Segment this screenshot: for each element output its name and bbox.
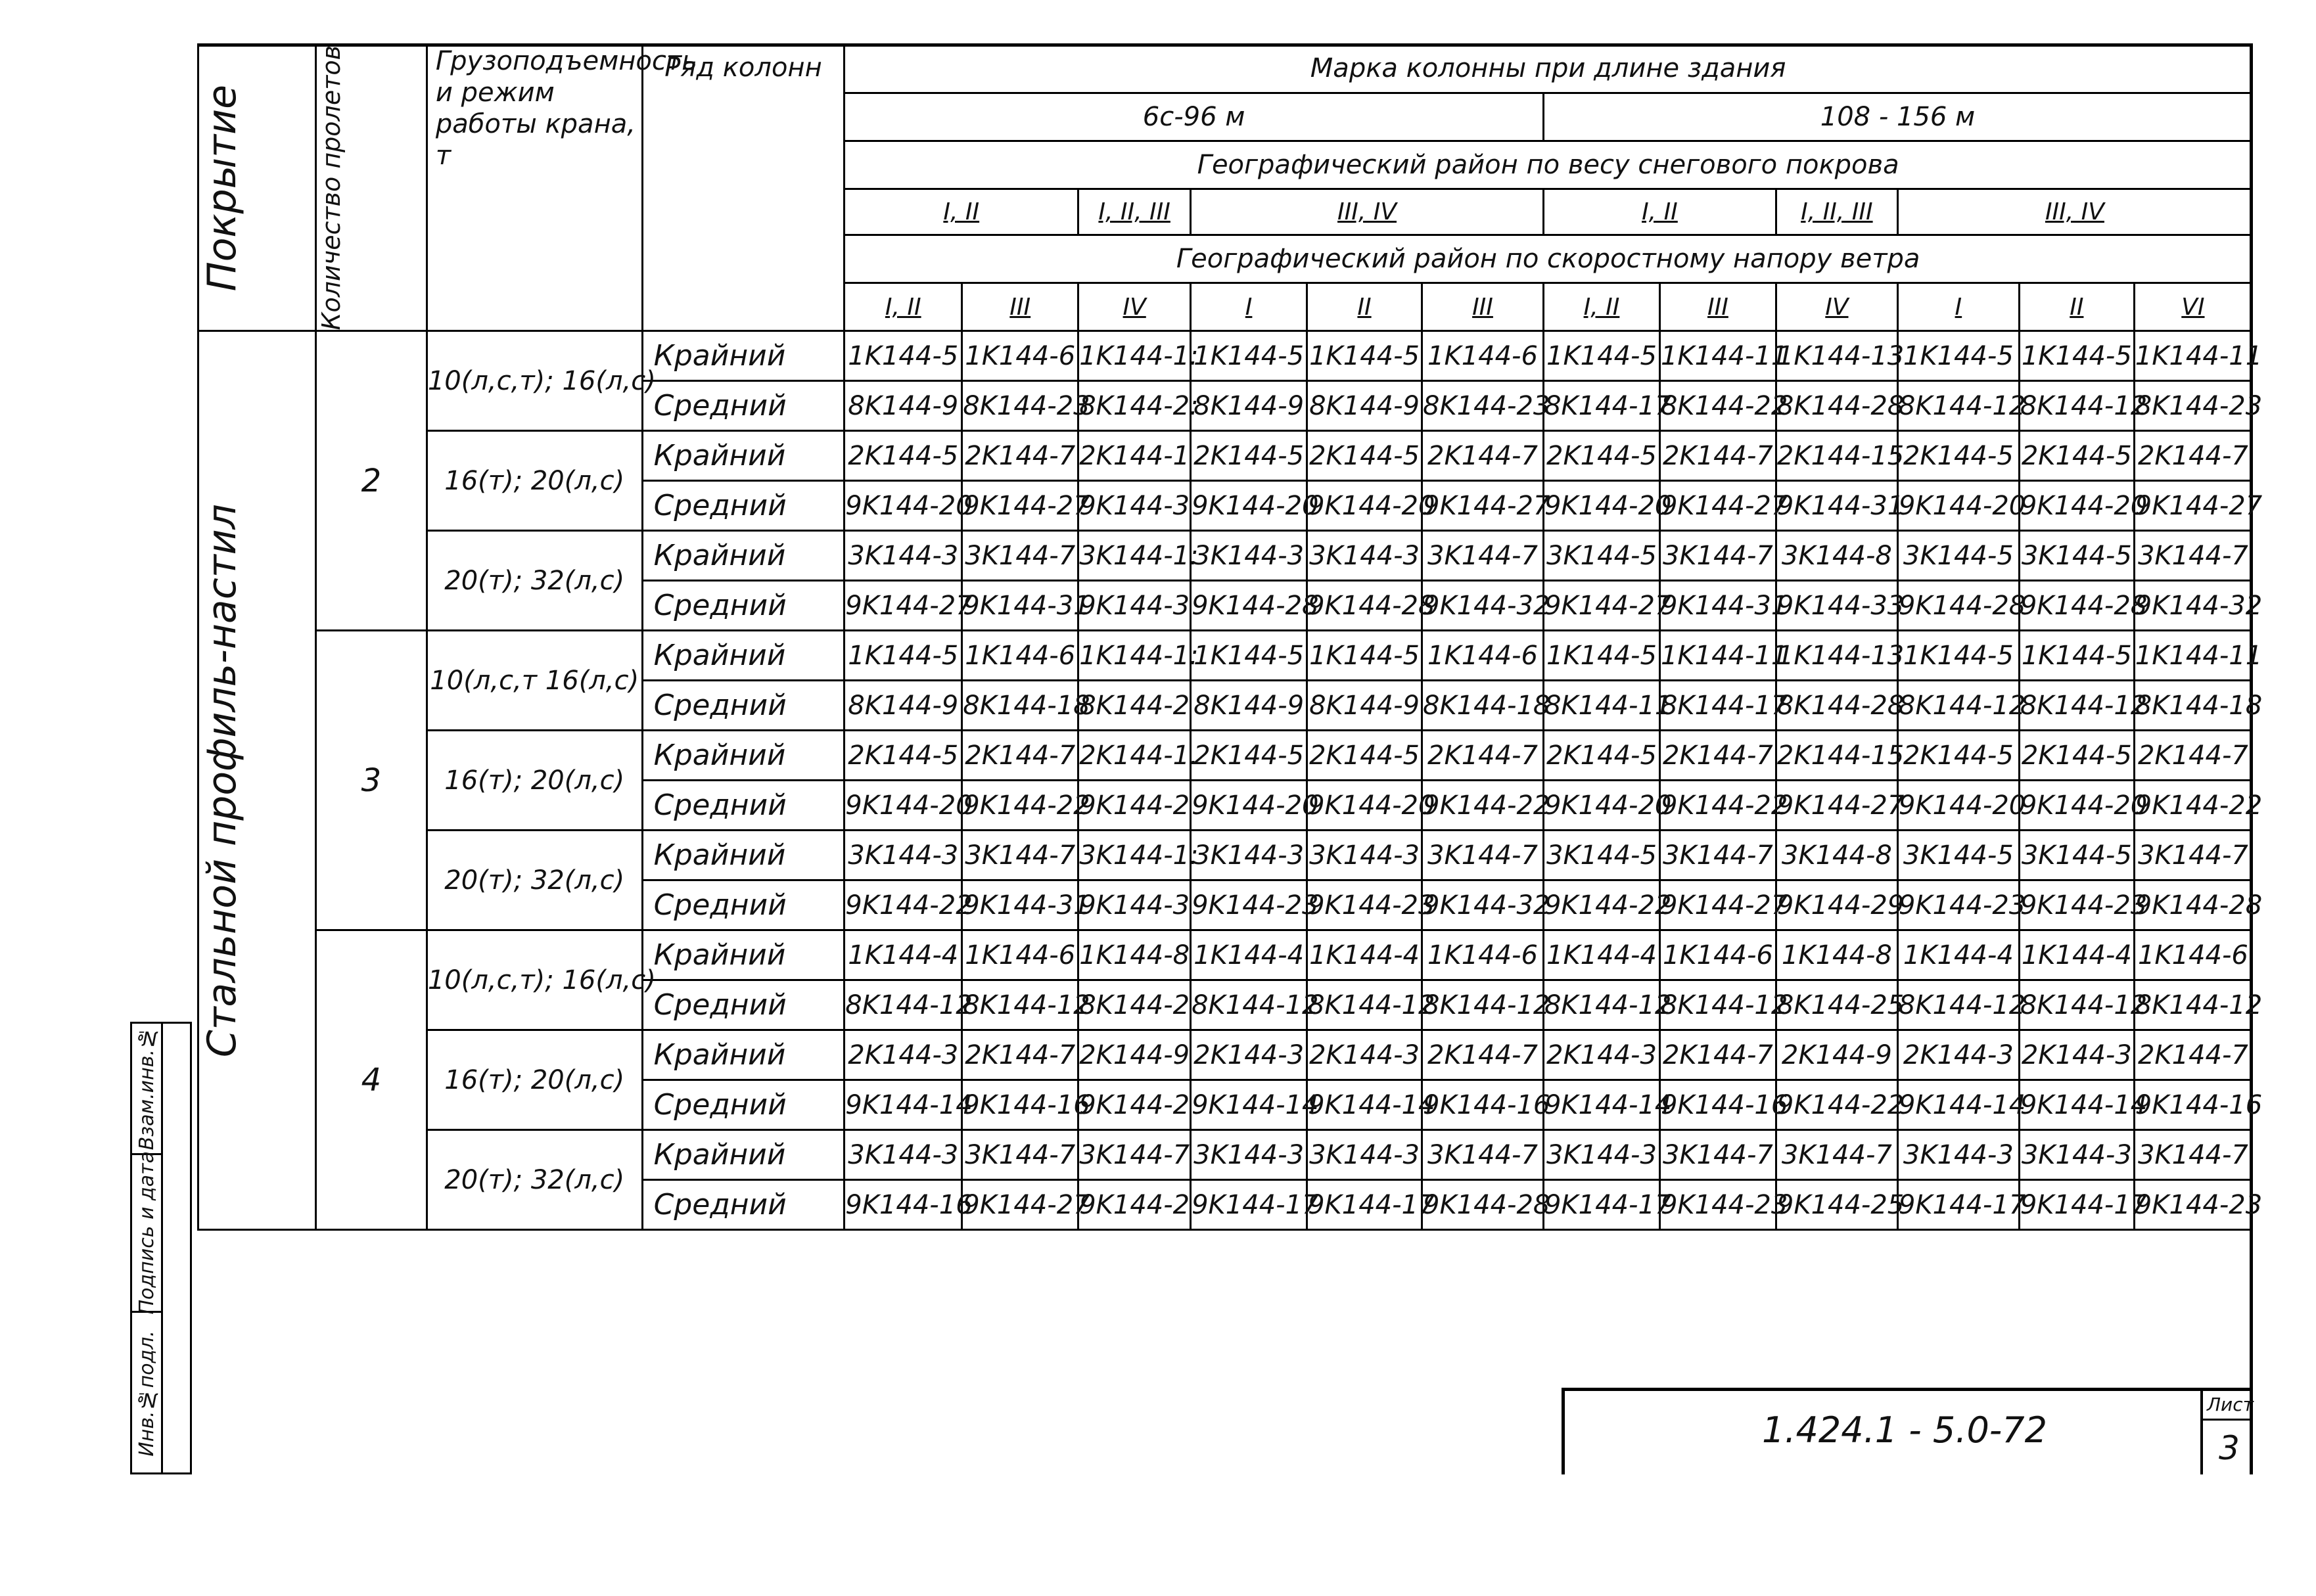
column-mark-cell: 8K144-18 xyxy=(1422,681,1544,731)
column-mark-cell: 2K144-3 xyxy=(1897,1030,2019,1080)
column-mark-cell: 9K144-17 xyxy=(1307,1180,1422,1230)
row-outer-label: Крайний xyxy=(642,1130,845,1180)
column-mark-cell: 1K144-5 xyxy=(1191,631,1307,681)
column-mark-cell: 8K144-9 xyxy=(1191,381,1307,431)
column-mark-cell: 3K144-3 xyxy=(2019,1130,2134,1180)
wind-group: III xyxy=(962,283,1078,331)
column-mark-cell: 9K144-16 xyxy=(845,1180,962,1230)
column-mark-cell: 9K144-20 xyxy=(845,481,962,531)
spans-count: 2 xyxy=(315,331,427,631)
column-mark-cell: 1K144-8 xyxy=(1078,930,1191,980)
column-mark-cell: 8K144-23 xyxy=(962,381,1078,431)
row-outer-label: Крайний xyxy=(642,631,845,681)
column-mark-cell: 2K144-5 xyxy=(1897,731,2019,781)
wind-group: I xyxy=(1191,283,1307,331)
column-mark-cell: 1K144-8 xyxy=(1776,930,1897,980)
column-mark-cell: 2K144-3 xyxy=(2019,1030,2134,1080)
crane-load: 16(т); 20(л,с) xyxy=(427,731,642,831)
column-mark-cell: 8K144-12 xyxy=(845,980,962,1030)
column-mark-cell: 2K144-3 xyxy=(845,1030,962,1080)
sheet-number: 3 xyxy=(2219,1429,2240,1467)
column-mark-cell: 9K144-20 xyxy=(1543,781,1659,831)
column-mark-cell: 9K144-3 xyxy=(1078,880,1191,930)
column-mark-cell: 3K144-3 xyxy=(1307,531,1422,581)
column-mark-cell: 8K144-18 xyxy=(2134,681,2252,731)
column-mark-cell: 9K144-22 xyxy=(2134,781,2252,831)
column-mark-cell: 9K144-20 xyxy=(1307,481,1422,531)
column-mark-cell: 9K144-20 xyxy=(1307,781,1422,831)
column-mark-cell: 1K144-11 xyxy=(2134,631,2252,681)
header-column-mark: Марка колонны при длине здания xyxy=(845,45,2252,93)
column-mark-cell: 9K144-14 xyxy=(1543,1080,1659,1130)
column-mark-cell: 8K144-12 xyxy=(2019,980,2134,1030)
column-mark-cell: 1K144-6 xyxy=(2134,930,2252,980)
header-column-row: Ряд колонн xyxy=(642,45,845,331)
column-mark-cell: 2K144-5 xyxy=(845,731,962,781)
column-mark-cell: 9K144-27 xyxy=(1543,581,1659,631)
column-mark-cell: 2K144-3 xyxy=(1543,1030,1659,1080)
column-mark-cell: 2K144-5 xyxy=(845,431,962,481)
crane-load: 20(т); 32(л,с) xyxy=(427,531,642,631)
column-mark-cell: 8K144-2 xyxy=(1078,980,1191,1030)
wind-group: IV xyxy=(1078,283,1191,331)
table-row xyxy=(198,531,2252,581)
table-row xyxy=(198,930,2252,980)
column-mark-cell: 3K144-3 xyxy=(1191,531,1307,581)
column-mark-cell: 3K144-3 xyxy=(1897,1130,2019,1180)
column-mark-cell: 2K144-7 xyxy=(962,431,1078,481)
crane-load: 16(т); 20(л,с) xyxy=(427,1030,642,1130)
row-middle-label: Средний xyxy=(642,581,845,631)
column-mark-cell: 9K144-27 xyxy=(845,581,962,631)
column-mark-cell: 8K144-2 xyxy=(1078,681,1191,731)
column-mark-cell: 3K144-5 xyxy=(1897,831,2019,880)
column-mark-cell: 1K144-4 xyxy=(1897,930,2019,980)
column-mark-cell: 9K144-27 xyxy=(1776,781,1897,831)
spans-count: 3 xyxy=(315,631,427,930)
column-mark-cell: 9K144-27 xyxy=(962,1180,1078,1230)
column-mark-cell: 3K144-7 xyxy=(1776,1130,1897,1180)
column-mark-cell: 3K144-5 xyxy=(1543,531,1659,581)
column-mark-cell: 2K144-5 xyxy=(1897,431,2019,481)
column-mark-cell: 9K144-23 xyxy=(1191,880,1307,930)
column-mark-cell: 8K144-12 xyxy=(2134,980,2252,1030)
row-middle-label: Средний xyxy=(642,980,845,1030)
column-mark-table xyxy=(197,43,2263,1231)
column-mark-cell: 8K144-28 xyxy=(1776,681,1897,731)
wind-group: I, II xyxy=(1543,283,1659,331)
column-mark-cell: 8K144-9 xyxy=(1307,381,1422,431)
row-middle-label: Средний xyxy=(642,781,845,831)
column-mark-cell: 8K144-12 xyxy=(2019,381,2134,431)
row-outer-label: Крайний xyxy=(642,831,845,880)
column-mark-cell: 9K144-2 xyxy=(1078,1180,1191,1230)
column-mark-cell: 1K144-6 xyxy=(962,331,1078,381)
crane-load: 16(т); 20(л,с) xyxy=(427,431,642,531)
column-mark-cell: 8K144-23 xyxy=(1422,381,1544,431)
column-mark-cell: 9K144-31 xyxy=(1776,481,1897,531)
column-mark-cell: 2K144-5 xyxy=(2019,431,2134,481)
wind-group: II xyxy=(2019,283,2134,331)
table-row xyxy=(198,731,2252,781)
column-mark-cell: 1K144-1: xyxy=(1078,331,1191,381)
column-mark-cell: 3K144-7 xyxy=(1422,831,1544,880)
column-mark-cell: 3K144-5 xyxy=(2019,531,2134,581)
row-outer-label: Крайний xyxy=(642,731,845,781)
column-mark-cell: 1K144-5 xyxy=(2019,331,2134,381)
row-outer-label: Крайний xyxy=(642,331,845,381)
crane-load: 20(т); 32(л,с) xyxy=(427,831,642,930)
column-mark-cell: 8K144-12 xyxy=(962,980,1078,1030)
column-mark-cell: 8K144-23 xyxy=(2134,381,2252,431)
strip-cell-inventory: Инв.№подл. xyxy=(135,1331,158,1457)
column-mark-cell: 3K144-3 xyxy=(1307,1130,1422,1180)
column-mark-cell: 8K144-17 xyxy=(1543,381,1659,431)
sheet-box xyxy=(2200,1391,2253,1474)
column-mark-cell: 9K144-32 xyxy=(1422,880,1544,930)
column-mark-cell: 9K144-16 xyxy=(962,1080,1078,1130)
column-mark-cell: 9K144-14 xyxy=(845,1080,962,1130)
column-mark-cell: 9K144-29 xyxy=(1776,880,1897,930)
column-mark-cell: 1K144-5 xyxy=(845,331,962,381)
column-mark-cell: 2K144-7 xyxy=(2134,731,2252,781)
column-mark-cell: 2K144-5 xyxy=(1543,431,1659,481)
column-mark-cell: 2K144-3 xyxy=(1191,1030,1307,1080)
column-mark-cell: 2K144-7 xyxy=(2134,1030,2252,1080)
column-mark-cell: 2K144-15 xyxy=(1776,731,1897,781)
column-mark-cell: 9K144-32 xyxy=(1422,581,1544,631)
column-mark-cell: 9K144-22 xyxy=(1659,781,1776,831)
column-mark-cell: 9K144-22 xyxy=(962,781,1078,831)
column-mark-cell: 9K144-25 xyxy=(1776,1180,1897,1230)
column-mark-cell: 1K144-13 xyxy=(1776,631,1897,681)
crane-load: 20(т); 32(л,с) xyxy=(427,1130,642,1230)
column-mark-cell: 3K144-7 xyxy=(1422,1130,1544,1180)
column-mark-cell: 3K144-8 xyxy=(1776,831,1897,880)
column-mark-cell: 8K144-9 xyxy=(1307,681,1422,731)
column-mark-cell: 1K144-6 xyxy=(1422,631,1544,681)
column-mark-cell: 9K144-17 xyxy=(1897,1180,2019,1230)
column-mark-cell: 9K144-28 xyxy=(1897,581,2019,631)
column-mark-cell: 1K144-11 xyxy=(1659,631,1776,681)
column-mark-cell: 8K144-28 xyxy=(1776,381,1897,431)
column-mark-cell: 3K144-7 xyxy=(962,831,1078,880)
column-mark-cell: 9K144-23 xyxy=(2019,880,2134,930)
column-mark-cell: 9K144-17 xyxy=(1543,1180,1659,1230)
column-mark-cell: 9K144-17 xyxy=(2019,1180,2134,1230)
table-row xyxy=(198,1130,2252,1180)
column-mark-cell: 3K144-3 xyxy=(1307,831,1422,880)
header-cover: Покрытие xyxy=(198,45,316,331)
row-middle-label: Средний xyxy=(642,381,845,431)
column-mark-cell: 9K144-16 xyxy=(2134,1080,2252,1130)
column-mark-cell: 1K144-6 xyxy=(962,930,1078,980)
column-mark-cell: 2K144-7 xyxy=(1422,731,1544,781)
column-mark-cell: 9K144-27 xyxy=(1422,481,1544,531)
snow-group: I, II, III xyxy=(1078,189,1191,235)
column-mark-cell: 1K144-6 xyxy=(1422,930,1544,980)
column-mark-cell: 9K144-32 xyxy=(2134,581,2252,631)
column-mark-cell: 3K144-3 xyxy=(1543,1130,1659,1180)
column-mark-cell: 3K144-5 xyxy=(2019,831,2134,880)
column-mark-cell: 9K144-20 xyxy=(1543,481,1659,531)
column-mark-cell: 8K144-12 xyxy=(1897,681,2019,731)
column-mark-cell: 2K144-15 xyxy=(1776,431,1897,481)
column-mark-cell: 8K144-22 xyxy=(1659,381,1776,431)
column-mark-cell: 9K144-22 xyxy=(1422,781,1544,831)
column-mark-cell: 3K144-7 xyxy=(1659,831,1776,880)
column-mark-cell: 8K144-25 xyxy=(1776,980,1897,1030)
column-mark-cell: 3K144-1: xyxy=(1078,831,1191,880)
table-row xyxy=(198,331,2252,381)
column-mark-cell: 2K144-1 xyxy=(1078,431,1191,481)
header-wind-region: Географический район по скоростному напору ветра xyxy=(845,235,2252,283)
column-mark-cell: 1K144-13 xyxy=(1776,331,1897,381)
column-mark-cell: 9K144-28 xyxy=(2134,880,2252,930)
column-mark-cell: 9K144-33 xyxy=(1776,581,1897,631)
column-mark-cell: 9K144-28 xyxy=(1307,581,1422,631)
crane-load: 10(л,с,т 16(л,с) xyxy=(427,631,642,731)
column-mark-cell: 3K144-1: xyxy=(1078,531,1191,581)
column-mark-cell: 1K144-4 xyxy=(1191,930,1307,980)
column-mark-cell: 9K144-20 xyxy=(1897,481,2019,531)
column-mark-cell: 2K144-5 xyxy=(1307,431,1422,481)
column-mark-cell: 3K144-7 xyxy=(2134,831,2252,880)
column-mark-cell: 9K144-28 xyxy=(1191,581,1307,631)
column-mark-cell: 3K144-7 xyxy=(2134,1130,2252,1180)
column-mark-cell: 2K144-7 xyxy=(962,1030,1078,1080)
column-mark-cell: 9K144-28 xyxy=(1422,1180,1544,1230)
crane-load: 10(л,с,т); 16(л,с) xyxy=(427,930,642,1030)
snow-group: III, IV xyxy=(1191,189,1544,235)
column-mark-cell: 3K144-7 xyxy=(1422,531,1544,581)
column-mark-cell: 9K144-22 xyxy=(1543,880,1659,930)
column-mark-cell: 8K144-2: xyxy=(1078,381,1191,431)
column-mark-cell: 1K144-5 xyxy=(1543,331,1659,381)
title-block xyxy=(1562,1388,2253,1474)
row-middle-label: Средний xyxy=(642,681,845,731)
column-mark-cell: 8K144-12 xyxy=(1897,381,2019,431)
column-mark-cell: 9K144-17 xyxy=(1191,1180,1307,1230)
document-code: 1.424.1 - 5.0-72 xyxy=(1762,1409,2048,1451)
column-mark-cell: 2K144-9 xyxy=(1776,1030,1897,1080)
column-mark-cell: 8K144-12 xyxy=(1543,980,1659,1030)
column-mark-cell: 3K144-3 xyxy=(845,531,962,581)
column-mark-cell: 9K144-27 xyxy=(2134,481,2252,531)
wind-group: II xyxy=(1307,283,1422,331)
column-mark-cell: 2K144-5 xyxy=(1543,731,1659,781)
column-mark-cell: 9K144-22 xyxy=(1776,1080,1897,1130)
row-middle-label: Средний xyxy=(642,1180,845,1230)
wind-group: IV xyxy=(1776,283,1897,331)
column-mark-cell: 1K144-11 xyxy=(1659,331,1776,381)
column-mark-cell: 2K144-7 xyxy=(1659,731,1776,781)
wind-group: III xyxy=(1659,283,1776,331)
column-mark-cell: 1K144-5 xyxy=(1897,331,2019,381)
strip-cell-replace: Взам.инв.№ xyxy=(132,1024,161,1155)
column-mark-cell: 3K144-7 xyxy=(962,531,1078,581)
column-mark-cell: 8K144-12 xyxy=(1659,980,1776,1030)
column-mark-cell: 1K144-6 xyxy=(962,631,1078,681)
header-length-a: 6с-96 м xyxy=(845,93,1544,141)
column-mark-cell: 8K144-12 xyxy=(1191,980,1307,1030)
column-mark-cell: 9K144-20 xyxy=(2019,481,2134,531)
column-mark-cell: 2K144-5 xyxy=(1191,431,1307,481)
header-crane-capacity: Грузоподъемность и режим работы крана, т xyxy=(427,45,642,331)
column-mark-cell: 9K144-23 xyxy=(1307,880,1422,930)
column-mark-cell: 3K144-7 xyxy=(1659,1130,1776,1180)
table-row xyxy=(198,631,2252,681)
row-outer-label: Крайний xyxy=(642,1030,845,1080)
column-mark-cell: 8K144-9 xyxy=(1191,681,1307,731)
column-mark-cell: 9K144-27 xyxy=(1659,481,1776,531)
column-mark-cell: 1K144-1: xyxy=(1078,631,1191,681)
header-snow-region: Географический район по весу снегового покрова xyxy=(845,141,2252,189)
column-mark-cell: 1K144-5 xyxy=(1897,631,2019,681)
column-mark-cell: 9K144-2 xyxy=(1078,781,1191,831)
column-mark-cell: 8K144-11 xyxy=(1543,681,1659,731)
header-spans-count: Количество пролетов xyxy=(315,45,427,331)
column-mark-cell: 9K144-27 xyxy=(962,481,1078,531)
column-mark-cell: 3K144-8 xyxy=(1776,531,1897,581)
column-mark-cell: 9K144-20 xyxy=(2019,781,2134,831)
column-mark-cell: 2K144-7 xyxy=(1422,1030,1544,1080)
column-mark-cell: 1K144-4 xyxy=(1307,930,1422,980)
column-mark-cell: 2K144-7 xyxy=(1659,431,1776,481)
column-mark-cell: 9K144-14 xyxy=(2019,1080,2134,1130)
column-mark-cell: 3K144-7 xyxy=(2134,531,2252,581)
column-mark-cell: 1K144-5 xyxy=(1191,331,1307,381)
table-row xyxy=(198,1030,2252,1080)
column-mark-cell: 3K144-5 xyxy=(1543,831,1659,880)
column-mark-cell: 9K144-20 xyxy=(1897,781,2019,831)
column-mark-cell: 9K144-22 xyxy=(845,880,962,930)
crane-load: 10(л,с,т); 16(л,с) xyxy=(427,331,642,431)
column-mark-cell: 9K144-16 xyxy=(1422,1080,1544,1130)
snow-group: III, IV xyxy=(1897,189,2252,235)
column-mark-cell: 2K144-1. xyxy=(1078,731,1191,781)
column-mark-cell: 9K144-20 xyxy=(845,781,962,831)
column-mark-cell: 3K144-3 xyxy=(1191,1130,1307,1180)
column-mark-cell: 3K144-3 xyxy=(1191,831,1307,880)
column-mark-cell: 1K144-11 xyxy=(2134,331,2252,381)
column-mark-cell: 9K144-28 xyxy=(2019,581,2134,631)
column-mark-cell: 2K144-7 xyxy=(1659,1030,1776,1080)
column-mark-cell: 1K144-4 xyxy=(2019,930,2134,980)
column-mark-cell: 9K144-20 xyxy=(1191,781,1307,831)
row-middle-label: Средний xyxy=(642,880,845,930)
column-mark-cell: 1K144-5 xyxy=(2019,631,2134,681)
wind-group: I xyxy=(1897,283,2019,331)
snow-group: I, II, III xyxy=(1776,189,1897,235)
column-mark-cell: 9K144-2 xyxy=(1078,1080,1191,1130)
column-mark-cell: 9K144-27 xyxy=(1659,880,1776,930)
column-mark-cell: 1K144-5 xyxy=(845,631,962,681)
cover-value: Стальной профиль-настил xyxy=(198,331,316,1230)
sheet-label: Лист xyxy=(2207,1394,2254,1415)
column-mark-cell: 8K144-12 xyxy=(2019,681,2134,731)
snow-group: I, II xyxy=(845,189,1078,235)
column-mark-cell: 8K144-12 xyxy=(1307,980,1422,1030)
column-mark-cell: 8K144-12 xyxy=(1897,980,2019,1030)
column-mark-cell: 1K144-5 xyxy=(1307,331,1422,381)
column-mark-cell: 9K144-14 xyxy=(1191,1080,1307,1130)
column-mark-cell: 2K144-3 xyxy=(1307,1030,1422,1080)
wind-group: VI xyxy=(2134,283,2252,331)
row-middle-label: Средний xyxy=(642,481,845,531)
row-outer-label: Крайний xyxy=(642,531,845,581)
column-mark-cell: 3K144-3 xyxy=(845,1130,962,1180)
column-mark-cell: 3K144-7 xyxy=(1659,531,1776,581)
column-mark-cell: 1K144-5 xyxy=(1543,631,1659,681)
column-mark-cell: 3K144-5 xyxy=(1897,531,2019,581)
column-mark-cell: 2K144-7 xyxy=(2134,431,2252,481)
column-mark-cell: 9K144-31 xyxy=(1659,581,1776,631)
column-mark-cell: 9K144-31 xyxy=(962,880,1078,930)
column-mark-cell: 8K144-9 xyxy=(845,381,962,431)
row-middle-label: Средний xyxy=(642,1080,845,1130)
header-length-b: 108 - 156 м xyxy=(1543,93,2252,141)
column-mark-cell: 9K144-3 xyxy=(1078,581,1191,631)
column-mark-cell: 8K144-9 xyxy=(845,681,962,731)
column-mark-cell: 9K144-14 xyxy=(1897,1080,2019,1130)
column-mark-cell: 9K144-16 xyxy=(1659,1080,1776,1130)
column-mark-cell: 1K144-4 xyxy=(845,930,962,980)
column-mark-cell: 1K144-4 xyxy=(1543,930,1659,980)
column-mark-cell: 2K144-5 xyxy=(1307,731,1422,781)
table-row xyxy=(198,431,2252,481)
column-mark-cell: 2K144-7 xyxy=(962,731,1078,781)
strip-cell-signature: Подпись и дата xyxy=(132,1155,161,1313)
column-mark-cell: 8K144-12 xyxy=(1422,980,1544,1030)
column-mark-cell: 9K144-20 xyxy=(1191,481,1307,531)
column-mark-cell: 2K144-5 xyxy=(1191,731,1307,781)
side-approval-strip xyxy=(130,1022,192,1474)
column-mark-cell: 1K144-6 xyxy=(1422,331,1544,381)
column-mark-cell: 1K144-5 xyxy=(1307,631,1422,681)
spans-count: 4 xyxy=(315,930,427,1230)
column-mark-cell: 9K144-23 xyxy=(2134,1180,2252,1230)
column-mark-cell: 2K144-5 xyxy=(2019,731,2134,781)
column-mark-cell: 2K144-9 xyxy=(1078,1030,1191,1080)
column-mark-cell: 3K144-3 xyxy=(845,831,962,880)
row-outer-label: Крайний xyxy=(642,930,845,980)
column-mark-cell: 9K144-31 xyxy=(962,581,1078,631)
column-mark-cell: 9K144-23 xyxy=(1659,1180,1776,1230)
column-mark-cell: 9K144-3 xyxy=(1078,481,1191,531)
column-mark-cell: 9K144-23 xyxy=(1897,880,2019,930)
column-mark-cell: 2K144-7 xyxy=(1422,431,1544,481)
snow-group: I, II xyxy=(1543,189,1776,235)
column-mark-cell: 8K144-17 xyxy=(1659,681,1776,731)
wind-group: III xyxy=(1422,283,1544,331)
column-mark-cell: 8K144-18 xyxy=(962,681,1078,731)
column-mark-cell: 3K144-7 xyxy=(1078,1130,1191,1180)
column-mark-cell: 9K144-14 xyxy=(1307,1080,1422,1130)
row-outer-label: Крайний xyxy=(642,431,845,481)
table-row xyxy=(198,831,2252,880)
wind-group: I, II xyxy=(845,283,962,331)
column-mark-cell: 3K144-7 xyxy=(962,1130,1078,1180)
column-mark-cell: 1K144-6 xyxy=(1659,930,1776,980)
